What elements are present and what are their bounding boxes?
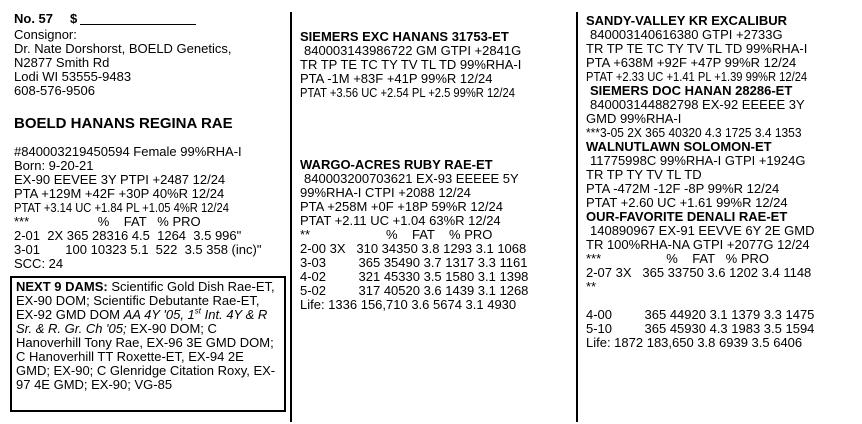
info-line: PTA +129M +42F +30P 40%R 12/24	[14, 186, 225, 201]
price-label: $	[70, 11, 78, 26]
info-line: PTAT +2.11 UC +1.04 63%R 12/24	[300, 213, 501, 228]
dam-block	[300, 158, 528, 312]
ancestor-name: WALNUTLAWN SOLOMON-ET	[586, 139, 772, 154]
record-row: 2-07 3X 365 33750 3.6 1202 3.4 1148	[586, 265, 812, 280]
record-row: 2-00 3X 310 34350 3.8 1293 3.1 1068	[300, 241, 527, 256]
ancestor-name: OUR-FAVORITE DENALI RAE-ET	[586, 209, 788, 224]
ancestor-name: SIEMERS DOC HANAN 28286-ET	[590, 83, 793, 98]
info-line: #840003219450594 Female 99%RHA-I	[14, 144, 242, 159]
info-line: EX-90 EEVEE 3Y PTPI +2487 12/24	[14, 172, 226, 187]
sire-name: SIEMERS EXC HANANS 31753-ET	[300, 29, 509, 44]
record-row: Life: 1336 156,710 3.6 5674 3.1 4930	[300, 297, 517, 312]
dams-award-sup: st	[194, 306, 202, 316]
info-line: PTAT +2.33 UC +1.41 PL +1.39 99%R 12/24	[586, 69, 808, 84]
info-line: TR TP TE TC TY TV TL TD 99%RHA-I	[300, 57, 522, 72]
info-line: TR TP TE TC TY TV TL TD 99%RHA-I	[586, 41, 808, 56]
info-line: 840003140616380 GTPI +2733G	[590, 27, 783, 42]
record-header: *** % FAT % PRO	[586, 251, 770, 266]
record-row: 3-03 365 35490 3.7 1317 3.3 1161	[300, 255, 528, 270]
price-blank-line	[80, 24, 196, 25]
info-line: TR TP TY TV TL TD	[586, 167, 702, 182]
info-line: TR 100%RHA-NA GTPI +2077G 12/24	[586, 237, 810, 252]
info-line: 840003143986722 GM GTPI +2841G	[304, 43, 522, 58]
record-row: **	[586, 279, 597, 294]
info-line: PTAT +3.56 UC +2.54 PL +2.5 99%R 12/24	[300, 85, 515, 100]
sire-block	[300, 30, 550, 100]
record-row: 5-02 317 40520 3.6 1439 3.1 1268	[300, 283, 529, 298]
info-line: 11775998C 99%RHA-I GTPI +1924G	[590, 153, 806, 168]
column-divider	[576, 12, 578, 422]
dams-award-2: Int. 4Y & R Sr. & R. Gr. Ch '05;	[16, 307, 268, 336]
dams-award: AA 4Y '05, 1	[123, 307, 195, 322]
pedigree-block	[586, 14, 843, 350]
info-line: PTAT +2.60 UC +1.61 99%R 12/24	[586, 195, 788, 210]
info-line: 840003144882798 EX-92 EEEEE 3Y	[590, 97, 805, 112]
consignor-line: Lodi WI 53555-9483	[14, 69, 132, 84]
record-row: 2-01 2X 365 28316 4.5 1264 3.5 996"	[14, 228, 242, 243]
info-line: PTA +638M +92F +47P 99%R 12/24	[586, 55, 797, 70]
consignor-line: 608-576-9506	[14, 83, 95, 98]
record-row: 4-02 321 45330 3.5 1580 3.1 1398	[300, 269, 529, 284]
consignor-block	[14, 28, 231, 98]
info-line: ***3-05 2X 365 40320 4.3 1725 3.4 1353	[586, 125, 802, 140]
record-row: 4-00 365 44920 3.1 1379 3.3 1475	[586, 307, 815, 322]
consignor-line: N2877 Smith Rd	[14, 55, 110, 70]
info-line: PTA -1M +83F +41P 99%R 12/24	[300, 71, 493, 86]
dams-label: NEXT 9 DAMS:	[16, 279, 108, 294]
scc-line: SCC: 24	[14, 256, 64, 271]
lot-number: No. 57	[14, 11, 54, 26]
animal-info	[14, 145, 264, 271]
record-row	[586, 294, 843, 308]
info-line: 99%RHA-I CTPI +2088 12/24	[300, 185, 471, 200]
lot-number-row	[14, 12, 284, 28]
info-line: PTAT +3.14 UC +1.84 PL +1.05 4%R 12/24	[14, 200, 229, 215]
record-header: *** % FAT % PRO	[14, 214, 201, 229]
record-row: 3-01 100 10323 5.1 522 3.5 358 (inc)"	[14, 242, 262, 257]
dams-text-2: EX-90 DOM; C Hanoverhill Tony Rae, EX-96 3E GMD DOM; C Hanoverhill TT Roxette-ET, EX-94 2E GMD; EX-90; C Glenridge Citation Roxy, EX-97 4E GMD; EX-90; VG-85	[16, 321, 276, 392]
consignor-label: Consignor:	[14, 27, 77, 42]
ancestor-name: SANDY-VALLEY KR EXCALIBUR	[586, 13, 788, 28]
info-line: GMD 99%RHA-I	[586, 111, 682, 126]
record-row: 5-10 365 45930 4.3 1983 3.5 1594	[586, 321, 815, 336]
info-line: PTA -472M -12F -8P 99%R 12/24	[586, 181, 780, 196]
animal-name: BOELD HANANS REGINA RAE	[14, 115, 233, 132]
dam-name: WARGO-ACRES RUBY RAE-ET	[300, 157, 493, 172]
consignor-line: Dr. Nate Dorshorst, BOELD Genetics,	[14, 41, 232, 56]
info-line: PTA +258M +0F +18P 59%R 12/24	[300, 199, 503, 214]
record-header: ** % FAT % PRO	[300, 227, 493, 242]
info-line: Born: 9-20-21	[14, 158, 94, 173]
info-line: 840003200703621 EX-93 EEEEE 5Y	[304, 171, 519, 186]
record-row: Life: 1872 183,650 3.8 6939 3.5 6406	[586, 335, 803, 350]
next-dams-box	[10, 276, 286, 412]
dams-text: Scientific Gold Dish Rae-ET, EX-90 DOM; Scientific Debutante Rae-ET, EX-92 GMD DOM	[16, 279, 275, 322]
info-line: 140890967 EX-91 EEVVE 6Y 2E GMD	[590, 223, 815, 238]
column-divider	[290, 12, 292, 422]
